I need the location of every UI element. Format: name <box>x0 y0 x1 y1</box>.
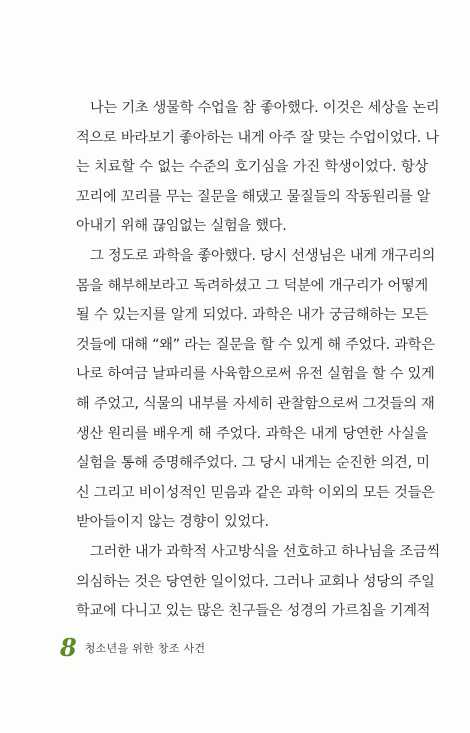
text-line: 받아들이지 않는 경향이 있었다. <box>76 514 269 531</box>
text-line: 몸을 해부해보라고 독려하셨고 그 덕분에 개구리가 어떻게 <box>76 277 428 294</box>
body-text <box>76 94 440 627</box>
text-line: 것들에 대해 “왜” 라는 질문을 할 수 있게 해 주었다. 과학은 <box>76 336 435 353</box>
text-line: 실험을 통해 증명해주었다. 그 당시 내게는 순진한 의견, 미 <box>76 455 430 472</box>
text-line: 될 수 있는지를 알게 되었다. 과학은 내가 궁금해하는 모든 <box>76 307 428 324</box>
text-line: 꼬리에 꼬리를 무는 질문을 해댔고 물질들의 작동원리를 알 <box>76 188 431 205</box>
text-line: 해 주었고, 식물의 내부를 자세히 관찰함으로써 그것들의 재 <box>76 395 435 412</box>
text-line: 나로 하여금 날파리를 사육함으로써 유전 실험을 할 수 있게 <box>76 366 435 383</box>
text-line: 아내기 위해 끊임없는 실험을 했다. <box>76 218 287 235</box>
text-line: 는 치료할 수 없는 수준의 호기심을 가진 학생이었다. 항상 <box>76 159 428 176</box>
page-footer <box>60 633 205 663</box>
text-line: 생산 원리를 배우게 해 주었다. 과학은 내게 당연한 사실을 <box>76 425 428 442</box>
text-line: 신 그리고 비이성적인 믿음과 같은 과학 이외의 모든 것들은 <box>76 484 435 501</box>
text-line: 그러한 내가 과학적 사고방식을 선호하고 하나님을 조금씩 <box>90 543 440 560</box>
text-line: 의심하는 것은 당연한 일이었다. 그러나 교회나 성당의 주일 <box>76 573 435 590</box>
text-line: 적으로 바라보기 좋아하는 내게 아주 잘 맞는 수업이었다. 나 <box>76 129 439 146</box>
running-title: 청소년을 위한 창조 사건 <box>84 642 206 655</box>
text-line: 학교에 다니고 있는 많은 친구들은 성경의 가르침을 기계적 <box>76 603 431 620</box>
text-line: 그 정도로 과학을 좋아했다. 당시 선생님은 내게 개구리의 <box>90 247 436 264</box>
page-number: 8 <box>60 633 77 662</box>
text-line: 나는 기초 생물학 수업을 참 좋아했다. 이것은 세상을 논리 <box>90 100 440 116</box>
